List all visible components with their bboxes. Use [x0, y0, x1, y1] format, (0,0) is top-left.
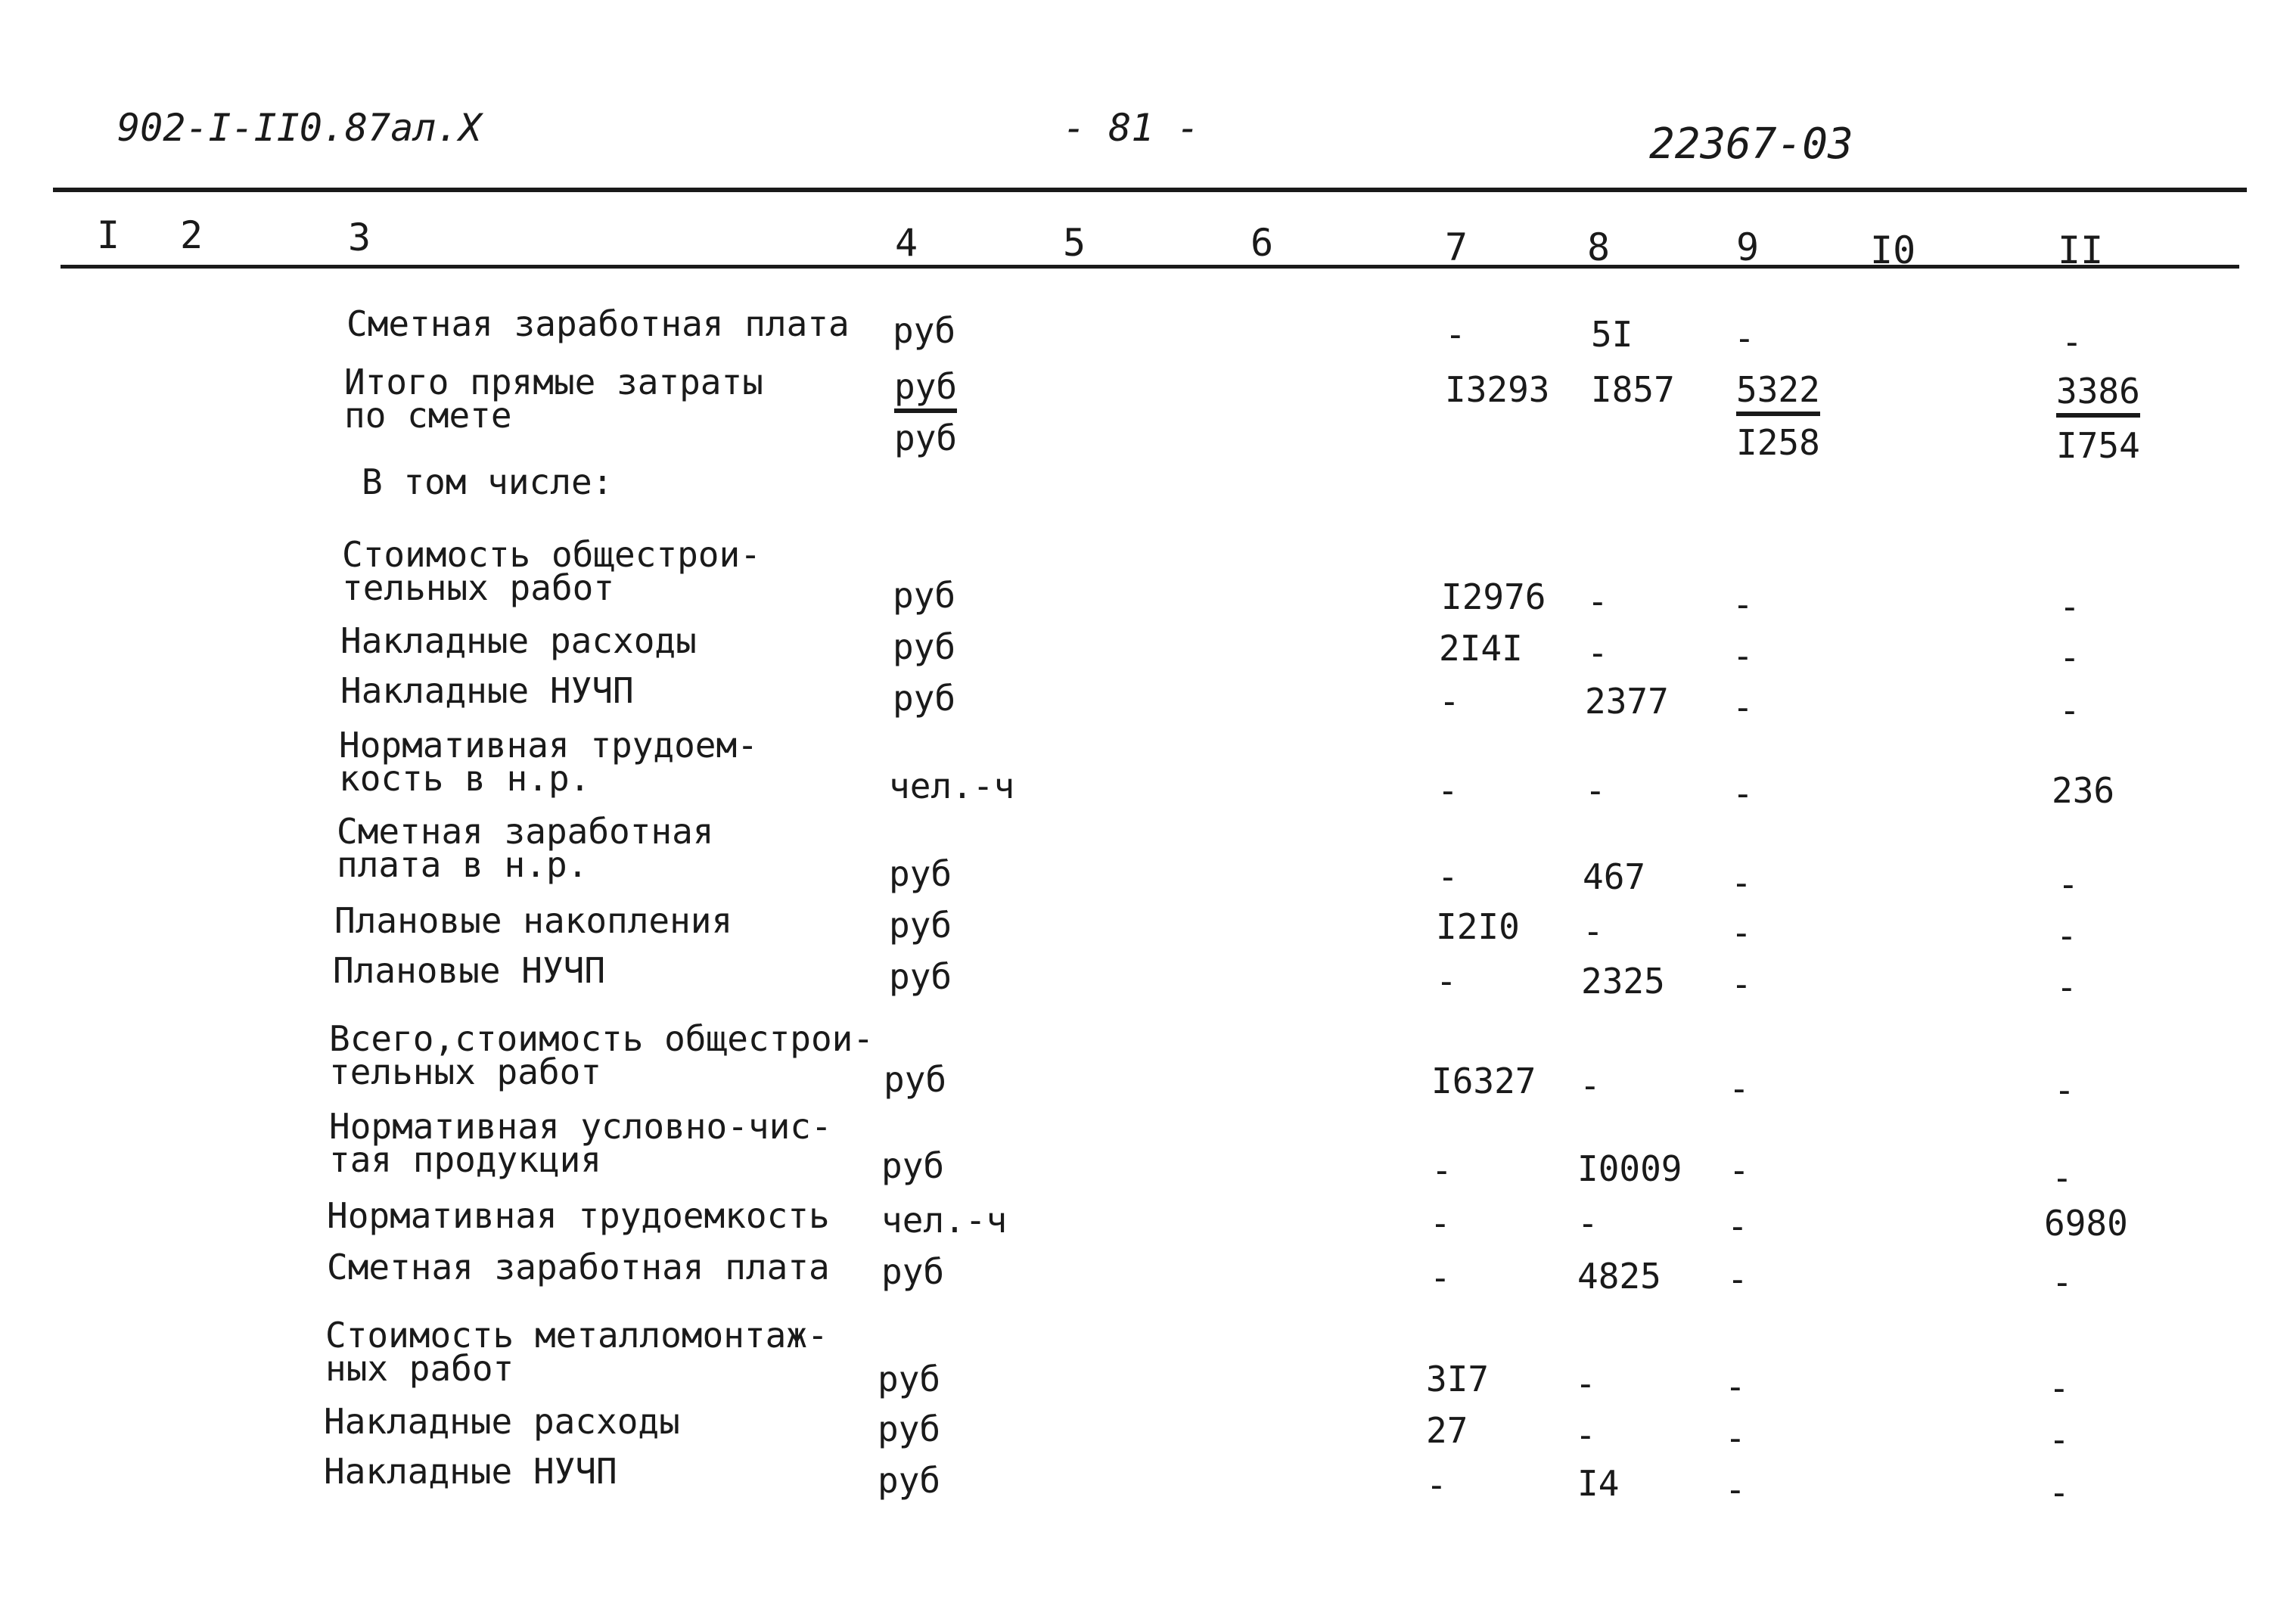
- row-description: Плановые НУЧП: [333, 950, 606, 991]
- row-description: Нормативная трудоемкость: [327, 1195, 830, 1236]
- col7-value: 27: [1426, 1410, 1468, 1451]
- row-description: Сметная заработная плата: [327, 1247, 830, 1288]
- col7-value: -: [1437, 856, 1459, 897]
- col7-value: -: [1426, 1465, 1447, 1505]
- col7-value: -: [1430, 1257, 1451, 1298]
- col9-value: -: [1732, 635, 1754, 676]
- col8-value: -: [1575, 1415, 1596, 1455]
- col11-value: -: [2049, 1368, 2070, 1409]
- col9-value: -: [1734, 318, 1755, 359]
- row-description: Накладные расходы: [340, 620, 697, 661]
- row-unit: руб: [889, 905, 952, 946]
- row-unit: чел.-ч: [881, 1200, 1008, 1241]
- row-unit: руб: [893, 626, 956, 667]
- col8-value: 467: [1583, 856, 1646, 897]
- col11-value: -: [2052, 1262, 2073, 1303]
- row-description: кость в н.р.: [339, 758, 591, 799]
- col8-value: -: [1575, 1363, 1596, 1404]
- col11-value: 236: [2052, 770, 2115, 811]
- row-description: Плановые накопления: [334, 900, 733, 941]
- col8-value: I4: [1577, 1463, 1620, 1504]
- col9-value: -: [1731, 912, 1752, 953]
- row-unit: руб: [884, 1059, 947, 1100]
- col8-value: -: [1577, 1203, 1599, 1244]
- col7-value: 3I7: [1426, 1359, 1490, 1399]
- col7-value: I2976: [1441, 576, 1546, 617]
- col9-value: -: [1732, 584, 1754, 625]
- column-number: I0: [1870, 228, 1916, 272]
- col7-value: I6327: [1431, 1061, 1536, 1101]
- row-description: тельных работ: [342, 567, 615, 608]
- col11-value: -: [2061, 321, 2083, 362]
- row-description: тая продукция: [329, 1139, 602, 1180]
- col8-value: 5I: [1591, 314, 1633, 355]
- col9-value: -: [1727, 1206, 1748, 1247]
- col7-value: -: [1431, 1150, 1452, 1191]
- row-unit: руб: [893, 678, 956, 719]
- col8-value: 2325: [1581, 961, 1665, 1002]
- col7-value: I2I0: [1436, 906, 1520, 947]
- row-unit: руб: [878, 1460, 941, 1501]
- col9-value: -: [1729, 1150, 1750, 1191]
- row-unit: руб: [889, 853, 952, 894]
- row-unit: руб: [893, 310, 956, 351]
- column-number: I: [97, 213, 120, 257]
- column-number: 9: [1736, 225, 1760, 269]
- row-description: тельных работ: [329, 1051, 602, 1092]
- col9-value: -: [1725, 1366, 1746, 1407]
- col11-value: 6980: [2044, 1203, 2128, 1244]
- col9-value: -: [1729, 1068, 1750, 1109]
- row-description: плата в н.р.: [337, 844, 589, 885]
- row-description: ных работ: [325, 1348, 514, 1389]
- col11-numerator: 3386: [2056, 371, 2140, 418]
- row-description: Накладные расходы: [324, 1401, 680, 1442]
- row-unit: чел.-ч: [889, 766, 1015, 806]
- col9-value: -: [1731, 862, 1752, 903]
- top-rule: [53, 188, 2247, 192]
- row-unit: руб: [889, 956, 952, 997]
- row-description: Накладные НУЧП: [340, 670, 634, 711]
- project-number: 22367-03: [1649, 120, 1853, 169]
- col11-denominator: I754: [2056, 425, 2140, 466]
- col7-value: 2I4I: [1439, 628, 1523, 669]
- row-description: Стоимость общестрои-: [342, 534, 761, 575]
- column-number: 7: [1445, 225, 1468, 269]
- col7-value: -: [1436, 961, 1457, 1002]
- col9-numerator: 5322: [1736, 369, 1820, 416]
- column-number: 4: [895, 221, 918, 265]
- col8-value: I857: [1591, 369, 1675, 410]
- col8-value: -: [1580, 1065, 1601, 1106]
- col11-value: -: [2049, 1472, 2070, 1513]
- row-description: Нормативная трудоем-: [339, 725, 758, 766]
- col11-value: -: [2059, 637, 2080, 678]
- col11-value: -: [2049, 1419, 2070, 1460]
- column-number: 6: [1251, 221, 1274, 265]
- column-number: 5: [1063, 221, 1086, 265]
- col8-value: I0009: [1577, 1148, 1682, 1189]
- row-unit: руб: [878, 1359, 941, 1399]
- page-number: - 81 -: [1063, 106, 1200, 150]
- col11-value: -: [2058, 864, 2079, 905]
- row-unit: руб: [878, 1409, 941, 1449]
- col7-value: -: [1439, 681, 1460, 722]
- col11-value: -: [2056, 967, 2077, 1008]
- col7-value: -: [1437, 770, 1459, 811]
- document-code: 902-I-II0.87ал.X: [117, 106, 482, 150]
- row-unit: руб: [893, 575, 956, 616]
- col11-value: -: [2052, 1157, 2073, 1198]
- col9-value: -: [1725, 1418, 1746, 1458]
- row-description: Всего,стоимость общестрои-: [329, 1018, 875, 1059]
- col7-value: -: [1445, 314, 1466, 355]
- row-description: Итого прямые затраты: [344, 362, 763, 402]
- row-description: Стоимость металломонтаж-: [325, 1315, 828, 1356]
- row-unit: руб: [881, 1251, 945, 1292]
- col8-value: 4825: [1577, 1256, 1661, 1297]
- row-description: по смете: [344, 395, 512, 436]
- unit-numerator: руб: [894, 366, 957, 413]
- unit-denominator: руб: [894, 418, 958, 458]
- column-number: 3: [348, 216, 371, 259]
- col8-value: 2377: [1585, 681, 1669, 722]
- row-unit: руб: [881, 1145, 945, 1186]
- row-description: Накладные НУЧП: [324, 1451, 617, 1492]
- col7-value: I3293: [1445, 369, 1550, 410]
- column-number: 2: [180, 213, 204, 257]
- col9-value: -: [1725, 1469, 1746, 1510]
- col8-value: -: [1583, 911, 1604, 952]
- row-description: В том числе:: [362, 461, 614, 502]
- col8-value: -: [1587, 581, 1608, 622]
- row-description: Сметная заработная: [337, 811, 714, 852]
- col11-value: -: [2059, 586, 2080, 627]
- col9-value: -: [1727, 1259, 1748, 1300]
- col11-value: -: [2056, 915, 2077, 956]
- row-description: Нормативная условно-чис-: [329, 1106, 832, 1147]
- col8-value: -: [1585, 770, 1606, 811]
- column-number: 8: [1587, 225, 1611, 269]
- col7-value: -: [1430, 1203, 1451, 1244]
- col9-denominator: I258: [1736, 422, 1820, 463]
- col9-value: -: [1731, 964, 1752, 1005]
- column-number: II: [2058, 228, 2104, 272]
- col11-value: -: [2059, 690, 2080, 731]
- col9-value: -: [1732, 773, 1754, 814]
- col8-value: -: [1587, 632, 1608, 673]
- row-description: Сметная заработная плата: [346, 303, 850, 344]
- col11-value: -: [2054, 1070, 2075, 1110]
- col9-value: -: [1732, 687, 1754, 728]
